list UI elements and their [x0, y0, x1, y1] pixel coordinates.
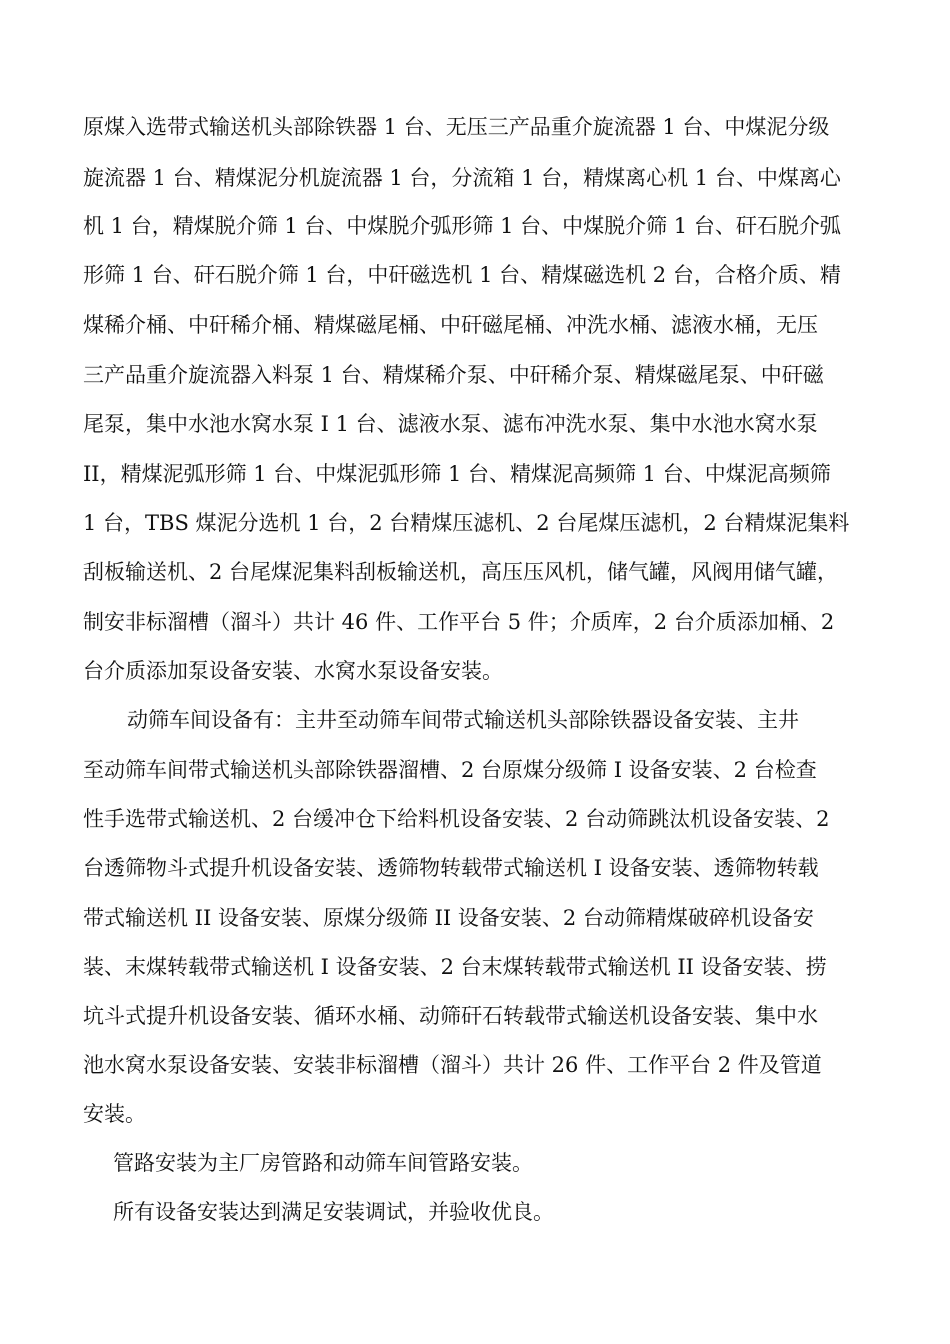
- paragraph-2-line-1: 动筛车间设备有：主井至动筛车间带式输送机头部除铁器设备安装、主井: [127, 708, 799, 732]
- paragraph-1-line-1: 原煤入选带式输送机头部除铁器 1 台、无压三产品重介旋流器 1 台、中煤泥分级: [83, 115, 830, 139]
- paragraph-4: 所有设备安装达到满足安装调试，并验收优良。: [113, 1200, 554, 1224]
- paragraph-1-line-8: II，精煤泥弧形筛 1 台、中煤泥弧形筛 1 台、精煤泥高频筛 1 台、中煤泥高频筛: [83, 462, 831, 486]
- paragraph-1-line-7: 尾泵，集中水池水窝水泵 I 1 台、滤液水泵、滤布冲洗水泵、集中水池水窝水泵: [83, 412, 818, 436]
- paragraph-1-line-2: 旋流器 1 台、精煤泥分机旋流器 1 台，分流箱 1 台，精煤离心机 1 台、中煤离心: [83, 166, 841, 190]
- paragraph-1-line-6: 三产品重介旋流器入料泵 1 台、精煤稀介泵、中矸稀介泵、精煤磁尾泵、中矸磁: [83, 363, 824, 387]
- paragraph-2-line-2: 至动筛车间带式输送机头部除铁器溜槽、2 台原煤分级筛 I 设备安装、2 台检查: [83, 758, 817, 782]
- paragraph-3: 管路安装为主厂房管路和动筛车间管路安装。: [113, 1151, 533, 1175]
- paragraph-1-line-4: 形筛 1 台、矸石脱介筛 1 台，中矸磁选机 1 台、精煤磁选机 2 台，合格介质、精: [83, 263, 841, 287]
- paragraph-2-line-4: 台透筛物斗式提升机设备安装、透筛物转载带式输送机 I 设备安装、透筛物转载: [83, 856, 819, 880]
- paragraph-1-line-10: 刮板输送机、2 台尾煤泥集料刮板输送机，高压压风机，储气罐，风阀用储气罐，: [83, 560, 839, 584]
- paragraph-1-line-5: 煤稀介桶、中矸稀介桶、精煤磁尾桶、中矸磁尾桶、冲洗水桶、滤液水桶，无压: [83, 313, 818, 337]
- paragraph-2-line-3: 性手选带式输送机、2 台缓冲仓下给料机设备安装、2 台动筛跳汰机设备安装、2: [83, 807, 830, 831]
- paragraph-2-line-8: 池水窝水泵设备安装、安装非标溜槽（溜斗）共计 26 件、工作平台 2 件及管道: [83, 1053, 822, 1077]
- paragraph-2-line-9: 安装。: [83, 1102, 146, 1126]
- paragraph-1-line-11: 制安非标溜槽（溜斗）共计 46 件、工作平台 5 件；介质库，2 台介质添加桶、2: [83, 610, 835, 634]
- paragraph-1-line-3: 机 1 台，精煤脱介筛 1 台、中煤脱介弧形筛 1 台、中煤脱介筛 1 台、矸石脱介弧: [83, 214, 841, 238]
- paragraph-2-line-6: 装、末煤转载带式输送机 I 设备安装、2 台末煤转载带式输送机 II 设备安装、捞: [83, 955, 827, 979]
- paragraph-1-line-9: 1 台，TBS 煤泥分选机 1 台，2 台精煤压滤机、2 台尾煤压滤机，2 台精煤泥集料: [83, 511, 850, 535]
- paragraph-1-line-12: 台介质添加泵设备安装、水窝水泵设备安装。: [83, 659, 503, 683]
- paragraph-2-line-7: 坑斗式提升机设备安装、循环水桶、动筛矸石转载带式输送机设备安装、集中水: [83, 1004, 818, 1028]
- paragraph-2-line-5: 带式输送机 II 设备安装、原煤分级筛 II 设备安装、2 台动筛精煤破碎机设备安: [83, 906, 814, 930]
